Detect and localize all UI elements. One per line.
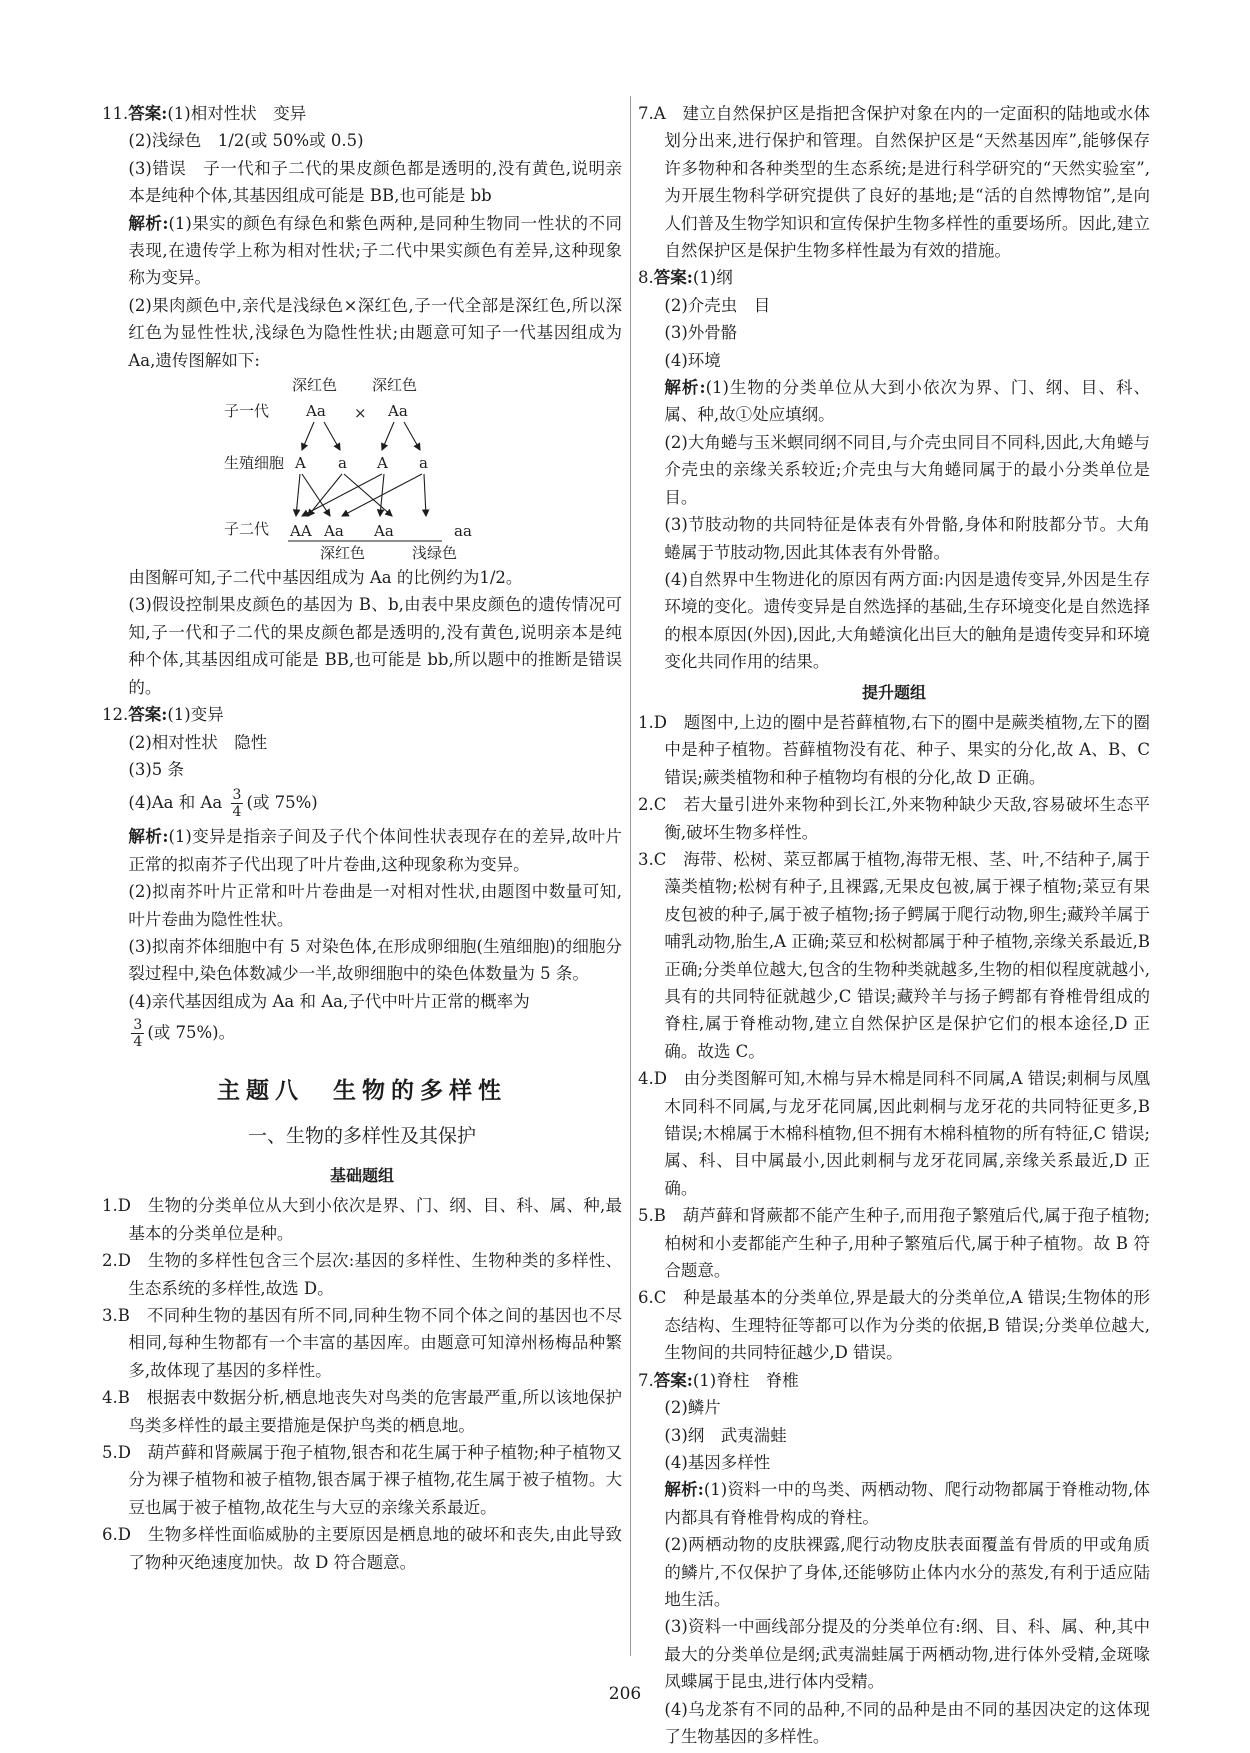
q11-answer-3: (3)错误 子一代和子二代的果皮颜色都是透明的,没有黄色,说明亲本是纯种个体,其基因组成可能是 BB,也可能是 bb (128, 158, 622, 206)
q8-answer-3: (3)外骨骼 (664, 323, 738, 343)
arrow-5 (302, 474, 382, 516)
offspring-color-recessive: 浅绿色 (412, 544, 458, 563)
q12-number: 12. (102, 705, 129, 725)
advanced-q7-answer: 7.答案:(1)脊柱 脊椎 (638, 1370, 799, 1390)
q8-explanation-2: (2)大角蜷与玉米螟同纲不同目,与介壳虫同目不同科,因此,大角蜷与介壳虫的亲缘关系较近;介壳虫与大角蜷同属于的最小分类单位是目。 (664, 432, 1150, 507)
page-number: 206 (608, 1684, 642, 1704)
topic-heading: 主题八 生物的多样性 (217, 1077, 507, 1105)
basic-item-6: 6.D 生物多样性面临威胁的主要原因是栖息地的破坏和丧失,由此导致了物种灭绝速度加快。故 D 符合题意。 (102, 1525, 622, 1572)
arrow-p1-a (302, 422, 314, 450)
basic-item-2: 2.D 生物的多样性包含三个层次:基因的多样性、生物种类的多样性、生态系统的多样性,故选 D。 (102, 1251, 622, 1298)
arrow-1 (296, 474, 300, 516)
q8-explanation-3: (3)节肢动物的共同特征是体表有外骨骼,身体和附肢都分节。大角蜷属于节肢动物,因此其体表有外骨骼。 (664, 515, 1150, 562)
q11-answer-1: (1)相对性状 变异 (167, 104, 307, 123)
fraction-three-quarters: $\frac{3}{4}$ (232, 787, 242, 821)
arrow-p2-b (404, 422, 420, 450)
advanced-item-6: 6.C 种是最基本的分类单位,界是最大的分类单位,A 错误;生物体的形态结构、生理特征等都可以作为分类的依据,B 错误;分类单位越大,生物间的共同特征越少,D 错误。 (638, 1288, 1150, 1363)
answer-label: 答案: (128, 705, 168, 725)
q7-explanation-1: 解析:(1)资料一中的鸟类、两栖动物、爬行动物都属于脊椎动物,体内都具有脊椎骨构成的脊柱。 (664, 1480, 1150, 1527)
q12-answer-3: (3)5 条 (128, 759, 185, 779)
q12-explanation-3: (3)拟南芥体细胞中有 5 对染色体,在形成卵细胞(生殖细胞)的细胞分裂过程中,染色体数减少一半,故卵细胞中的染色体数量为 5 条。 (128, 936, 622, 984)
arrow-p1-b (324, 422, 340, 450)
parent-1-color: 深红色 (292, 376, 338, 395)
fraction-three-quarters: $\frac{3}{4}$ (133, 1017, 143, 1051)
explanation-label: 解析: (664, 1480, 704, 1500)
column-divider (630, 96, 631, 1656)
q11-explanation-4: (3)假设控制果皮颜色的基因为 B、b,由表中果皮颜色的遗传情况可知,子一代和子二代的果皮颜色都是透明的,没有黄色,说明亲本是纯种个体,其基因组成可能是 BB,也可能是 bb,所以题中的推断是错误的。 (128, 595, 622, 697)
advanced-item-5: 5.B 葫芦藓和肾蕨都不能产生种子,而用孢子繁殖后代,属于孢子植物;柏树和小麦都能产生种子,用种子繁殖后代,属于种子植物。故 B 符合题意。 (638, 1206, 1150, 1281)
q8-explanation-1: 解析:(1)生物的分类单位从大到小依次为界、门、纲、目、科、属、种,故①处应填纲。 (664, 378, 1151, 425)
cross-sign: × (354, 404, 367, 423)
q12-answer: 12.答案:(1)变异 (102, 705, 224, 725)
arrow-4 (344, 474, 392, 516)
advanced-item-2: 2.C 若大量引进外来物种到长江,外来物种缺少天敌,容易破坏生态平衡,破坏生物多样性。 (638, 795, 1150, 842)
q8-explanation-4: (4)自然界中生物进化的原因有两方面:内因是遗传变异,外因是生存环境的变化。遗传变异是自然选择的基础,生存环境变化是自然选择的根本原因(外因),因此,大角蜷演化出巨大的触角是遗传变异和环境变化共同作用的结果。 (664, 569, 1150, 672)
answer-label: 答案: (128, 104, 168, 123)
q7-answer-4: (4)基因多样性 (664, 1452, 771, 1472)
row-label-f1: 子一代 (224, 402, 270, 421)
advanced-group-heading: 提升题组 (861, 682, 926, 702)
explanation-label: 解析: (664, 378, 706, 398)
q12-explanation-2: (2)拟南芥叶片正常和叶片卷曲是一对相对性状,由题图中数量可知,叶片卷曲为隐性性状。 (128, 882, 622, 929)
q7-explanation-4: (4)乌龙茶有不同的品种,不同的品种是由不同的基因决定的这体现了生物基因的多样性。 (664, 1699, 1150, 1746)
offspring-4: aa (454, 522, 472, 541)
explanation-label: 解析: (128, 827, 169, 847)
q7-answer-2: (2)鳞片 (664, 1398, 721, 1418)
q7-explanation-2: (2)两栖动物的皮肤裸露,爬行动物皮肤表面覆盖有骨质的甲或角质的鳞片,不仅保护了身体,还能够防止体内水分的蒸发,有利于适应陆地生活。 (664, 1535, 1150, 1609)
basic-item-5: 5.D 葫芦藓和肾蕨属于孢子植物,银杏和花生属于种子植物;种子植物又分为裸子植物和被子植物,银杏属于裸子植物,花生属于被子植物。大豆也属于被子植物,故花生与大豆的亲缘关系最近。 (102, 1443, 622, 1517)
q12-explanation-4-end: $\frac{3}{4}$ (或 75%)。 (133, 1017, 236, 1051)
q11-explanation-3: 由图解可知,子二代中基因组成为 Aa 的比例约为1/2。 (128, 568, 523, 588)
basic-item-4: 4.B 根据表中数据分析,栖息地丧失对鸟类的危害最严重,所以该地保护鸟类多样性的最主要措施是保护鸟类的栖息地。 (102, 1388, 622, 1435)
q11-explanation-2: (2)果肉颜色中,亲代是浅绿色×深红色,子一代全部是深红色,所以深红色为显性性状,浅绿色为隐性性状;由题意可知子一代基因组成为 Aa,遗传图解如下: (128, 295, 622, 370)
q8-answer: 8.答案:(1)纲 (638, 268, 733, 288)
answer-label: 答案: (653, 1370, 693, 1390)
arrow-2 (302, 474, 330, 516)
q11-answer-2: (2)浅绿色 1/2(或 50%或 0.5) (128, 131, 364, 151)
parent-1-genotype: Aa (306, 402, 326, 421)
q8-number: 8. (638, 268, 654, 288)
offspring-2: Aa (324, 522, 344, 541)
answer-label: 答案: (653, 268, 693, 288)
row-label-f2: 子二代 (224, 520, 270, 539)
advanced-item-1: 1.D 题图中,上边的圈中是苔藓植物,右下的圈中是蕨类植物,左下的圈中是种子植物。苔藓植物没有花、种子、果实的分化,故 A、B、C 错误;蕨类植物和种子植物均有根的分化,故 D 正确。 (638, 712, 1150, 787)
gamete-1: A (295, 454, 306, 473)
q12-explanation-4: (4)亲代基因组成为 Aa 和 Aa,子代中叶片正常的概率为 (128, 991, 530, 1011)
q11-explanation-1: 解析:(1)果实的颜色有绿色和紫色两种,是同种生物同一性状的不同表现,在遗传学上称为相对性状;子二代中果实颜色有差异,这种现象称为变异。 (128, 213, 623, 288)
arrow-p2-a (382, 422, 394, 450)
section-heading: 一、生物的多样性及其保护 (247, 1124, 476, 1147)
basic-item-3: 3.B 不同种生物的基因有所不同,同种生物不同个体之间的基因也不尽相同,每种生物都有一个丰富的基因库。由题意可知漳州杨梅品种繁多,故体现了基因的多样性。 (102, 1306, 622, 1380)
q7-explanation-3: (3)资料一中画线部分提及的分类单位有:纲、目、科、属、种,其中最大的分类单位是纲;武夷湍蛙属于两栖动物,进行体外受精,金斑喙凤蝶属于昆虫,进行体内受精。 (664, 1617, 1150, 1692)
q12-answer-2: (2)相对性状 隐性 (128, 732, 268, 752)
gamete-3: A (377, 454, 388, 473)
q8-answer-2: (2)介壳虫 目 (664, 295, 771, 315)
left-column (102, 100, 622, 1576)
gamete-2: a (338, 454, 347, 473)
genetic-cross-diagram (102, 376, 622, 563)
arrow-7 (342, 474, 422, 516)
basic-item-7: 7.A 建立自然保护区是指把含保护对象在内的一定面积的陆地或水体划分出来,进行保护和管理。自然保护区是“天然基因库”,能够保存许多物种和各种类型的生态系统;是进行科学研究的“天然实验室”,为开展生物科学研究提供了良好的基地;是“活的自然博物馆”,是向人们普及生物学知识和宣传保护生物多样性的重要场所。因此,建立自然保护区是保护生物多样性最为有效的措施。 (638, 104, 1150, 261)
q8-answer-4: (4)环境 (664, 350, 721, 370)
advanced-item-3: 3.C 海带、松树、菜豆都属于植物,海带无根、茎、叶,不结种子,属于藻类植物;松树有种子,且裸露,无果皮包被,属于裸子植物;菜豆有果皮包被的种子,属于被子植物;扬子鳄属于爬行动物,卵生;藏羚羊属于哺乳动物,胎生,A 正确;菜豆和松树都属于种子植物,亲缘关系最近,B 正确;分类单位越大,包含的生物种类就越多,生物的相似程度就越小,具有的共同特征就越少,C 错误;藏羚羊与扬子鳄都有脊椎骨组成的脊柱,属于脊椎动物,建立自然保护区是保护它们的根本途径,D 正确。故选 C。 (638, 849, 1150, 1061)
gamete-4: a (419, 454, 428, 473)
basic-item-1: 1.D 生物的分类单位从大到小依次是界、门、纲、目、科、属、种,最基本的分类单位是种。 (102, 1196, 622, 1243)
parent-2-color: 深红色 (372, 376, 418, 395)
right-column (638, 100, 1150, 1750)
row-label-gametes: 生殖细胞 (224, 454, 285, 473)
q11-answer (102, 100, 622, 127)
q7-answer-3: (3)纲 武夷湍蛙 (664, 1425, 787, 1445)
q12-answer-4: (4)Aa 和 Aa $\frac{3}{4}$ (或 75%) (128, 787, 318, 821)
offspring-1: AA (290, 522, 312, 541)
offspring-3: Aa (374, 522, 394, 541)
advanced-item-4: 4.D 由分类图解可知,木棉与异木棉是同科不同属,A 错误;刺桐与凤凰木同科不同属,与龙牙花同属,因此刺桐与龙牙花的共同特征更多,B 错误;木棉属于木棉科植物,但不拥有木棉科植物的所有特征,C 错误;属、科、目中属最小,因此刺桐与龙牙花同属,亲缘关系最近,D 正确。 (638, 1069, 1150, 1198)
q12-explanation-1: 解析:(1)变异是指亲子间及子代个体间性状表现存在的差异,故叶片正常的拟南芥子代出现了叶片卷曲,这种现象称为变异。 (128, 827, 623, 874)
offspring-color-dominant: 深红色 (320, 544, 366, 563)
explanation-label: 解析: (128, 213, 169, 233)
basic-group-heading: 基础题组 (329, 1165, 394, 1185)
q7-number: 7. (638, 1370, 654, 1390)
arrow-8 (424, 474, 426, 516)
parent-2-genotype: Aa (388, 402, 408, 421)
q11-number: 11. (102, 104, 129, 123)
